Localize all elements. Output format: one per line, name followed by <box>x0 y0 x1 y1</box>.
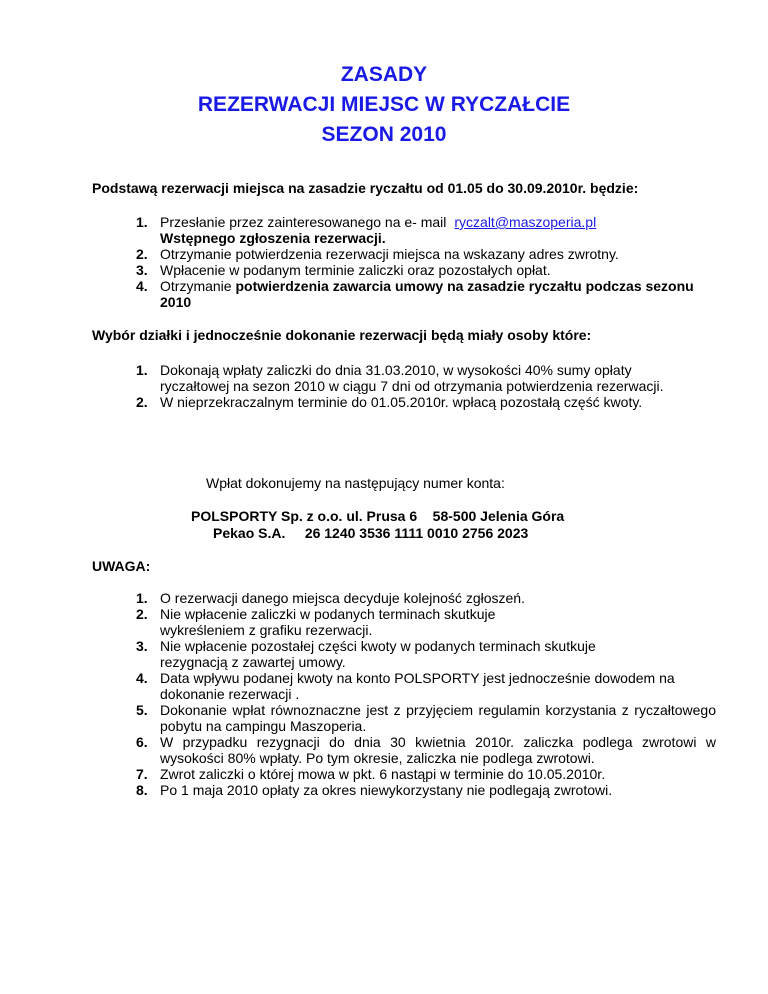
list-number: 1. <box>136 362 148 378</box>
list-text: Otrzymanie <box>160 278 232 294</box>
choice-heading: Wybór działki i jednocześnie dokonanie rezerwacji będą miały osoby które: <box>92 327 592 343</box>
list-number: 3. <box>136 638 148 654</box>
document-title-line2: REZERWACJI MIEJSC W RYCZAŁCIE <box>197 93 571 116</box>
list-number: 6. <box>136 734 148 750</box>
email-link[interactable]: ryczalt@maszoperia.pl <box>454 214 597 230</box>
list-text: Zwrot zaliczki o której mowa w pkt. 6 nastąpi w terminie do 10.05.2010r. <box>160 766 606 782</box>
document-title: ZASADY <box>340 63 428 86</box>
list-number: 1. <box>136 590 148 606</box>
list-item <box>136 278 716 310</box>
list-text: W nieprzekraczalnym terminie do 01.05.2010r. wpłacą pozostałą część kwoty. <box>160 394 643 410</box>
list-item <box>136 362 696 394</box>
list-item <box>136 262 716 278</box>
list-number: 8. <box>136 782 148 798</box>
list-text: Dokonają wpłaty zaliczki do dnia 31.03.2010, w wysokości 40% sumy opłaty ryczałtowej na sezon 2010 w ciągu 7 dni od otrzymania potwierdzenia rezerwacji. <box>160 362 664 394</box>
list-text: Data wpływu podanej kwoty na konto POLSPORTY jest jednocześnie dowodem na dokonanie rezerwacji . <box>160 670 675 702</box>
list-number: 7. <box>136 766 148 782</box>
list-text: Po 1 maja 2010 opłaty za okres niewykorzystany nie podlegają zwrotowi. <box>160 782 613 798</box>
reservation-steps-list <box>136 214 716 310</box>
warning-heading: UWAGA: <box>92 558 151 574</box>
payment-conditions-list <box>136 362 696 410</box>
list-item <box>136 606 716 638</box>
intro-heading: Podstawą rezerwacji miejsca na zasadzie ryczałtu od 01.05 do 30.09.2010r. będzie: <box>92 180 639 196</box>
list-item <box>136 734 716 766</box>
list-number: 1. <box>136 214 148 230</box>
list-item <box>136 246 716 262</box>
list-number: 4. <box>136 278 148 294</box>
list-number: 2. <box>136 246 148 262</box>
company-address-text: POLSPORTY Sp. z o.o. ul. Prusa 6 58-500 Jelenia Góra <box>191 508 565 524</box>
list-bold-text: Wstępnego zgłoszenia rezerwacji. <box>160 230 386 246</box>
list-item <box>136 394 696 410</box>
list-item <box>136 766 716 782</box>
company-address <box>191 508 564 524</box>
list-number: 3. <box>136 262 148 278</box>
list-number: 5. <box>136 702 148 718</box>
bank-account <box>213 525 528 541</box>
bank-account-text: Pekao S.A. 26 1240 3536 1111 0010 2756 2023 <box>213 525 529 541</box>
list-text: Przesłanie przez zainteresowanego na e- mail <box>160 214 447 230</box>
list-item <box>136 590 716 606</box>
list-number: 2. <box>136 606 148 622</box>
rules-list <box>136 590 716 798</box>
account-intro: Wpłat dokonujemy na następujący numer konta: <box>206 475 505 491</box>
list-text: Dokonanie wpłat równoznaczne jest z przyjęciem regulamin korzystania z ryczałtowego pobytu na campingu Maszoperia. <box>160 702 716 734</box>
list-item <box>136 638 716 670</box>
document-title-line3: SEZON 2010 <box>321 123 447 146</box>
list-text: Nie wpłacenie pozostałej części kwoty w podanych terminach skutkuje rezygnacją z zawartej umowy. <box>160 638 596 670</box>
list-text: W przypadku rezygnacji do dnia 30 kwietnia 2010r. zaliczka podlega zwrotowi w wysokości 80% wpłaty. Po tym okresie, zaliczka nie podlega zwrotowi. <box>160 734 716 766</box>
list-bold-text: potwierdzenia zawarcia umowy na zasadzie ryczałtu podczas sezonu 2010 <box>160 278 694 310</box>
list-text: Nie wpłacenie zaliczki w podanych terminach skutkuje wykreśleniem z grafiku rezerwacji. <box>160 606 496 638</box>
list-item <box>136 782 716 798</box>
list-number: 2. <box>136 394 148 410</box>
list-text: Wpłacenie w podanym terminie zaliczki oraz pozostałych opłat. <box>160 262 551 278</box>
list-item <box>136 702 716 734</box>
list-text: Otrzymanie potwierdzenia rezerwacji miejsca na wskazany adres zwrotny. <box>160 246 619 262</box>
list-item <box>136 214 716 246</box>
list-item <box>136 670 716 702</box>
list-text: O rezerwacji danego miejsca decyduje kolejność zgłoszeń. <box>160 590 525 606</box>
list-number: 4. <box>136 670 148 686</box>
